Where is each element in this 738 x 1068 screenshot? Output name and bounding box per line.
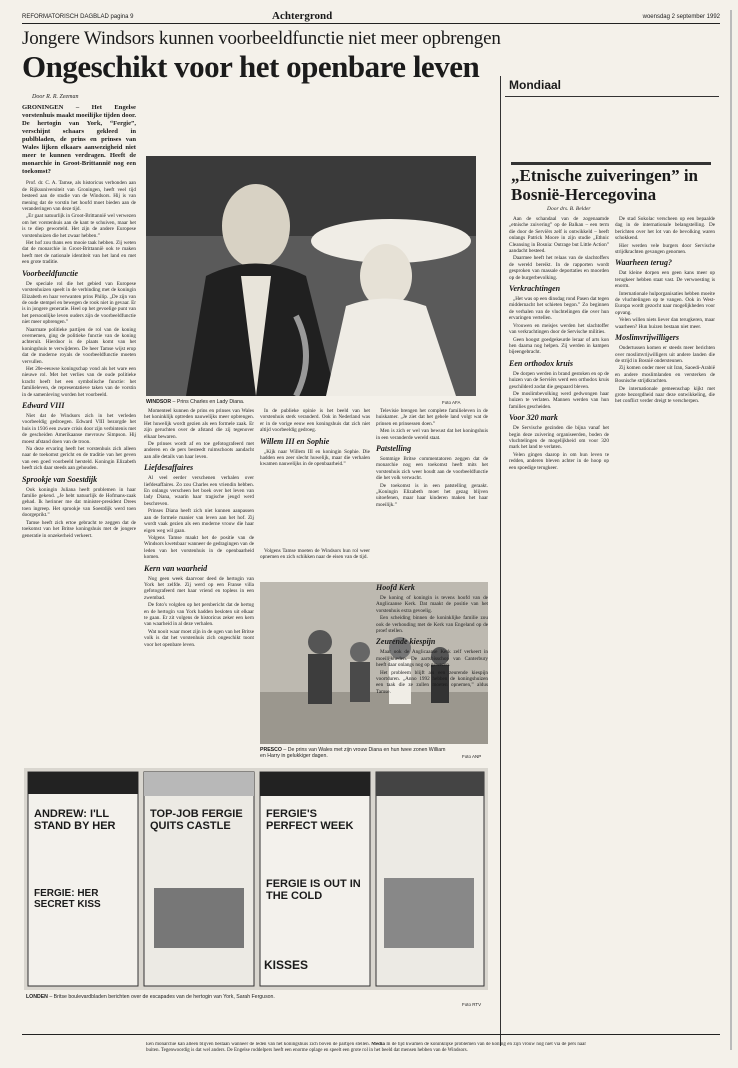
subheading: Liefdesaffaires: [144, 463, 194, 473]
photo2-credit: Foto ANP: [462, 754, 482, 759]
paragraph: De speciale rol die het gebied van Europese vorstenhuizen speelt in de verbinding met de koningin Elizabeth en haar verwanten prins Philip. „De zijn van de oude stempel en bewegen de rook niet in gevaar. Er is in jongere generatie. Heel op het gevoelige punt van het persoonlijke leven ouders zijn de voorbeeldfunctie niet meer opbrengen.”: [22, 280, 136, 326]
photo3-credit: Foto RTV: [462, 1002, 482, 1007]
sidebar-title: Mondiaal: [509, 78, 562, 92]
paragraph: De Engelse roddelpers heeft een enorme oplage en speelt een grote rol in het beeld dat mensen hebben van de Windsors.: [226, 1048, 468, 1054]
page-edge: [730, 10, 732, 1050]
paragraph: Daarmee heeft het relaas van de slachtoffers de wereld bereikt. In de rapporten wordt gesproken van massale deportaties en moorden op de burgerbevolking.: [509, 255, 609, 281]
paragraph: Maar ook de Anglicaanse Kerk zelf verkeert in moeilijkheden. De aartsbisschop van Canterbury heeft daar onlangs nog op gewezen.: [376, 649, 488, 669]
caption-label: WINDSOR: [146, 399, 172, 405]
tabloid-headline: TOP-JOB FERGIE QUITS CASTLE: [150, 808, 243, 832]
caption-text: – De prins van Wales met zijn vrouw Diana en hun twee zonen William en Harry in gelukkiger dagen.: [260, 747, 446, 760]
paragraph: Prof. dr. C. A. Tamse, als historicus verbonden aan de Rijksuniversiteit van Groningen, heeft veel tijd besteed aan de studie van de Windsors. Hij is van mening dat de vorstin het hoofd moet bieden aan de veranderingen van deze tijd.: [22, 180, 136, 213]
paragraph: Niet dat de Windsors zich in het verleden voorbeeldig gedroegen. Edward VIII bezorgde het huis in 1936 een zware crisis door zijn verbintenis met de gescheiden Amerikaanse mevrouw Simpson. Hij moest afstand doen van de troon.: [22, 413, 136, 445]
paragraph: Het hof zou thans een mooie taak hebben. Zij weten dat de monarchie in Groot-Brittannië ook te maken heeft met de nationale identiteit van het land en met een grote traditie.: [22, 240, 136, 266]
photo-charles-diana: [146, 156, 476, 396]
subheading: Kern van waarheid: [144, 563, 208, 573]
subheading: Patstelling: [376, 444, 412, 454]
paragraph: Sommige Britse commentatoren zeggen dat de monarchie nog een toekomst heeft mits het vorstenhuis zich weer houdt aan de voorbeeldfunctie die het volk verwacht.: [376, 456, 488, 482]
newspaper-page: [22, 10, 720, 1040]
section-title: Achtergrond: [272, 10, 333, 22]
tabloid-headline: ANDREW: I'LL STAND BY HER: [34, 808, 116, 832]
tabloid-headline: FERGIE'S PERFECT WEEK: [266, 808, 354, 832]
article-byline: Door R. R. Zeeman: [32, 94, 79, 100]
paper-name: REFORMATORISCH DAGBLAD pagina 9: [22, 14, 134, 20]
tabloid-headline: KISSES: [264, 958, 309, 972]
paragraph: Wat nooit waar moet zijn in de ogen van het Britse volk is dat het vorstenhuis zich ongeschikt toont voor het openbare leven.: [144, 628, 254, 648]
paragraph: Na deze ervaring heeft het vorstenhuis zich alleen naar de toekomst gericht en de traditie van het geven van een goed voorbeeld hersteld. Koningin Elizabeth heeft zich daar steeds aan gehouden.: [22, 446, 136, 472]
masthead: [22, 10, 720, 24]
paragraph: Velen gingen daarop in om hun leven te redden, anderen bleven achter in de hoop op een spoedige terugkeer.: [509, 451, 609, 471]
photo3-caption: [26, 994, 436, 1000]
paragraph: Ook koningin Juliana heeft problemen in haar familie gekend. „Je hebt natuurlijk de Hofmans-zaak gehad. Ik herinner me dat minister-president Drees toen ingreep. Het sprookje van Soestdijk werd toen doorgeprikt.”: [22, 486, 136, 519]
article-continuation: [146, 1042, 586, 1062]
photo-charles-diana-image: [146, 156, 476, 396]
photo1-caption: [146, 399, 426, 405]
paragraph: De moslimbevolking werd gedwongen haar huizen te verlaten. Mannen werden van hun families gescheiden.: [509, 390, 609, 410]
article-column-4-lower: [376, 580, 488, 750]
paragraph: Het probleem blijft als een zeurende kiespijn voortduren. „Anno 1992 hebben de koningshuizen een taak die ze zullen moeten opnemen,” aldus Tamse.: [376, 669, 488, 695]
paragraph: Tamse heeft zich ertoe gebracht te zeggen dat de toekomst van het Britse koningshuis met de jongere generatie in onzekerheid verkeert.: [22, 519, 136, 539]
paragraph: Dat kleine dorpen een geen kans meer op terugkeer hebben staat vast. De verwoesting is enorm.: [615, 270, 715, 290]
paragraph: De internationale gemeenschap kijkt met grote bezorgdheid naar deze ontwikkeling, die het conflict verder dreigt te verscherpen.: [615, 385, 715, 405]
paragraph: In de tijd kwamen de koninklijke problemen van de koning en zijn vrouw nog niet via de pers naar buiten. Tegenwoordig is dat wel anders.: [146, 1042, 586, 1054]
paragraph: „Het was op een dinsdag rond Pasen dat tegen middernacht het schieten begon.” Zo beginnen de verhalen van de vluchtelingen die over hun ervaringen vertellen.: [509, 296, 609, 322]
paragraph: Prinses Diana heeft zich niet kunnen aanpassen aan de formele manier van leven aan het hof. Zij wordt vaak gezien als een moderne vrouw die haar eigen weg wil gaan.: [144, 508, 254, 534]
paragraph: Een scheiding binnen de koninklijke familie zou ook de verhouding met de Kerk van Engeland op de proef stellen.: [376, 615, 488, 635]
paragraph: Al veel eerder verschenen verhalen over liefdesaffaires. Zo zou Charles een vriendin hebben. En onlangs verscheen het boek over het leven van lady Diana, waarin haar tragische jeugd werd beschreven.: [144, 475, 254, 507]
caption-label: PRESCO: [260, 747, 282, 753]
paragraph: De foto's volgden op het persbericht dat de hertog en de hertogin van York hadden besloten uit elkaar te gaan. Er zit volgens de historicus zeker een kern van waarheid in al deze verhalen.: [144, 602, 254, 628]
caption-text: – Britse boulevardbladen berichten over de escapades van de hertogin van York, Sarah Ferguson.: [49, 994, 275, 1000]
paragraph: Volgens Tamse maakt het de positie van de Windsors kwetsbaar wanneer de gedragingen van de leden van het vorstenhuis in de openbaarheid komen.: [144, 534, 254, 561]
paragraph: In de publieke opinie is het beeld van het vorstenhuis sterk veranderd. Ook in Nederland was er in de vorige eeuw een koningshuis dat zich niet altijd voorbeeldig gedroeg.: [260, 408, 370, 434]
footer-rule: [22, 1034, 720, 1035]
paragraph: De koning of koningin is tevens hoofd van de Anglicaanse Kerk. Dat maakt de positie van het vorstenhuis extra gevoelig.: [376, 595, 488, 614]
paragraph: De stad Sokolac verscheen op een bepaalde dag in de internationale belangstelling. De berichten over het lot van de bevolking waren schokkend.: [615, 216, 715, 242]
sidebar-headline: „Etnische zuiveringen” in Bosnië-Hercegovina: [511, 166, 699, 204]
paragraph: Internationale hulporganisaties hebben moeite de vluchtelingen op te vangen. Ook in West-Europa wordt gezocht naar mogelijkheden voor opvang.: [615, 290, 715, 316]
paragraph: Hier werden vele burgers door Servische strijdkrachten gevangen genomen.: [615, 242, 715, 256]
paragraph: Aan de schandaal van de zogenaamde „etnische zuivering” op de Balkan – een term die door de Serviërs zelf is ontwikkeld – heeft onlangs Patrick Moore in zijn studie „Ethnic Cleansing in Bosnia: Outrage but Little Action” aandacht besteed.: [509, 216, 609, 255]
paragraph: Zij komen onder meer uit Iran, Saoedi-Arabië en andere moslimlanden en versterken de Bosnische strijdkrachten.: [615, 365, 715, 385]
sidebar-rule: [505, 96, 719, 97]
article-headline: Ongeschikt voor het openbare leven: [22, 49, 480, 84]
subheading: Verkrachtingen: [509, 284, 561, 294]
paragraph: Velen willen niets liever dan terugkeren, maar waarheen? Hun huizen bestaan niet meer.: [615, 317, 715, 330]
photo-tabloids-image: [24, 768, 488, 990]
caption-text: – Prins Charles en Lady Diana.: [172, 399, 245, 405]
paragraph: Momenteel kunnen de prins en prinses van Wales het koninklijk optreden nauwelijks meer opbrengen. Het huwelijk wordt gezien als een formele zaak. Er zijn geruchten over de afstand die zij tegenover elkaar bewaren.: [144, 408, 254, 440]
photo1-credit: Foto AFA: [442, 400, 461, 405]
article-lead: GRONINGEN – Het Engelse vorstenhuis maakt moeilijke tijden door. De hertogin van York, “Fergie”, verschijnt schaars gekleed in publbladen, de prins en prinses van Wales lijken elkaars aanwezigheid niet meer te kunnen verdragen. Heeft de monarchie in Groot-Brittannië nog een toekomst?: [22, 104, 136, 176]
subheading: Waarheen terug?: [615, 258, 672, 268]
paragraph: Het 20e-eeuwse koningschap vond als het ware een nieuwe rol. Met het verlies van de oude politieke kracht heeft het een symbolische functie: het familieleven, de representatieve taken van de vorstin in de samenleving worden het voorbeeld.: [22, 365, 136, 398]
subheading: Voor 320 mark: [509, 413, 558, 423]
article-column-4: [376, 408, 488, 578]
article-kicker: Jongere Windsors kunnen voorbeeldfunctie niet meer opbrengen: [22, 28, 501, 49]
paragraph: Geen hoogst goedgekeurde leraar of arts kon hen daarna nog helpen. Zij werden in kampen bijeengebracht.: [509, 336, 609, 356]
subheading: Edward VIII: [22, 401, 65, 410]
paragraph: Ondertussen komen er steeds meer berichten over moslimvrijwilligers uit andere landen die de strijd in Bosnië ondersteunen.: [615, 345, 715, 364]
paragraph: De Servische gezinden die bijna vanaf het begin deze zuivering organiseerden, boden de vluchtelingen de mogelijkheid om voor 320 mark het land te verlaten.: [509, 425, 609, 451]
paragraph: „Er gaat natuurlijk in Groot-Brittannië wel verwezen om het vorstenhuis aan de kant te schuiven, maar het is te diep geworteld. Het zijn de andere Europese vorstenhuizen die het zwaar hebben.”: [22, 213, 136, 239]
paragraph: De toekomst is in een patstelling geraakt. „Koningin Elizabeth moet het gezag blijven uitoefenen, maar haar kinderen maken het haar moeilijk.”: [376, 482, 488, 508]
article-column-2: [144, 408, 254, 764]
subheading: Moslimvrijwilligers: [615, 333, 680, 343]
paragraph: Naarmate politieke partijen de rol van de koning overnemen, ging de politieke functie van de koning achteruit. Hierdoor is de plaats komt van het koningshuis te verwijderen. De heer Tamse wijst erop dat de moderne royals de voorbeeldfunctie moeten vervullen.: [22, 326, 136, 365]
photo-tabloids: [24, 768, 488, 990]
issue-date: woensdag 2 september 1992: [642, 14, 720, 20]
sidebar-byline: Door drs. B. Belder: [547, 206, 591, 212]
paragraph: „Kijk naar Willem III en koningin Sophie. Die hadden een zeer slecht huwelijk, maar die verhalen kwamen nauwelijks in de openbaarheid.”: [260, 448, 370, 468]
subheading: Voorbeeldfunctie: [22, 268, 78, 278]
subheading: Zeurende kiespijn: [376, 637, 436, 647]
paragraph: De prinses wordt af en toe gefotografeerd met anderen en de pers besteedt ruimschoots aandacht aan alle details van haar leven.: [144, 441, 254, 460]
sidebar-column-1: [509, 216, 609, 1042]
article-column-3-mid: [260, 548, 370, 578]
paragraph: Nog geen week daarvoor deed de hertogin van York het zelfde. Zij werd op een Franse villa gefotografeerd met haar vriend en topless in een zwembad.: [144, 575, 254, 601]
paragraph: Televisie brengen het complete familieleven in de huiskamer. „Je ziet dat het gehele land volgt wat de prinsen en prinsessen doen.”: [376, 408, 488, 427]
paragraph: Volgens Tamse moeten de Windsors hun rol weer opnemen en zich schikken naar de eisen van de tijd.: [260, 548, 370, 561]
paragraph: De dorpen werden in brand gestoken en op de huizen van de Serviërs werd een orthodox kruis geschilderd zodat die gespaard bleven.: [509, 370, 609, 390]
tabloid-headline: FERGIE IS OUT IN THE COLD: [266, 878, 361, 902]
sidebar-column-2: [615, 216, 715, 1042]
tabloid-headline: FERGIE: HER SECRET KISS: [34, 888, 101, 910]
subheading: Sprookje van Soestdijk: [22, 474, 98, 484]
subheading: Een orthodox kruis: [509, 358, 574, 368]
paragraph: Een monarchie kan alleen blijven bestaan wanneer de leden van het koningshuis zich boven de partijen stellen.: [146, 1042, 370, 1047]
sidebar-mondiaal: [500, 76, 721, 1046]
article-column-1: [22, 94, 136, 764]
paragraph: Vrouwen en meisjes werden het slachtoffer van verkrachtingen door de Servische milities.: [509, 322, 609, 336]
subheading: Hoofd Kerk: [376, 583, 415, 592]
subheading: Media: [371, 1042, 385, 1047]
paragraph: Men is zich er wel van bewust dat het koningshuis in een veranderde wereld staat.: [376, 428, 488, 441]
caption-label: LONDEN: [26, 994, 48, 1000]
masthead-rule: [22, 23, 720, 24]
sidebar-head-rule: [511, 162, 711, 165]
subheading: Willem III en Sophie: [260, 436, 330, 446]
